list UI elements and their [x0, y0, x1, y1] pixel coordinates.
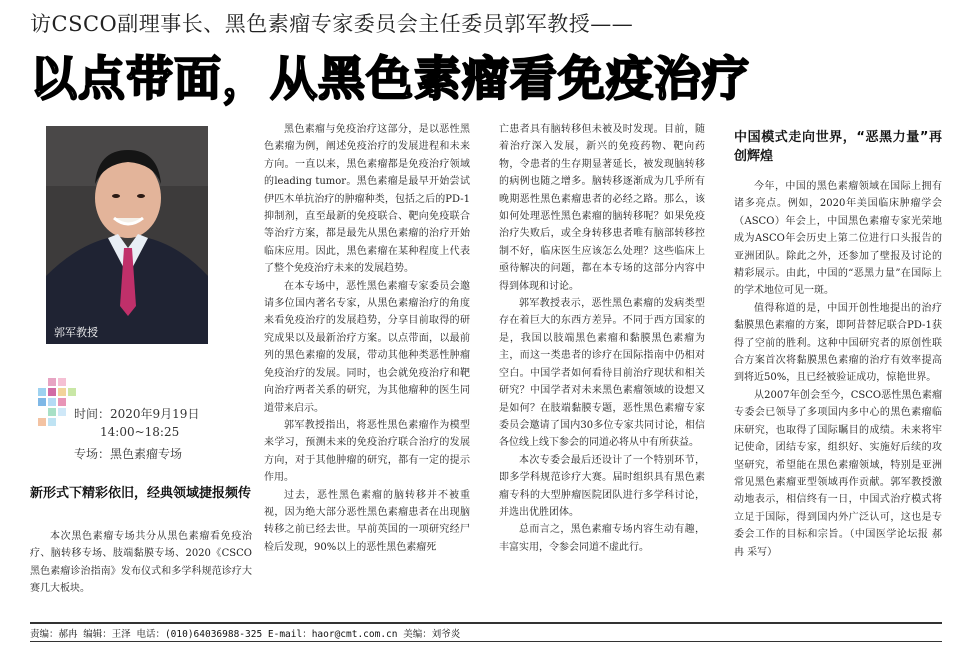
- paragraph: 值得称道的是，中国开创性地提出的治疗黏膜黑色素瘤的方案，即阿昔替尼联合PD-1获得了空前的胜利。这种中国研究者的原创性联合方案首次将黏膜黑色素瘤的治疗有效率提高到将近50%，且已经被验证成功，惊艳世界。: [734, 302, 942, 384]
- portrait-photo: [46, 126, 208, 344]
- paragraph: 今年，中国的黑色素瘤领域在国际上拥有诸多亮点。例如，2020年美国临床肿瘤学会（ASCO）年会上，中国黑色素瘤专家光荣地成为ASCO年会历史上第二位进行口头报告的亚洲团队。除此之外，还参加了壁报及讨论的精彩展示。由此，中国的“恶黑力量”在国际上的学术地位可见一斑。: [734, 181, 942, 297]
- column-2: [264, 121, 470, 556]
- column-4-subheading: 中国模式走向世界，“恶黑力量”再创辉煌: [734, 130, 942, 164]
- column-4: [734, 128, 942, 561]
- paragraph: 郭军教授指出，将恶性黑色素瘤作为模型来学习，预测未来的免疫治疗联合治疗的发展方向，对于其他肿瘤的研究，都有一定的提示作用。: [264, 419, 470, 484]
- left-column: [30, 528, 252, 598]
- kicker: 访CSCO副理事长、黑色素瘤专家委员会主任委员郭军教授——: [30, 12, 634, 36]
- paragraph: 从2007年创会至今，CSCO恶性黑色素瘤专委会已领导了多项国内多中心的黑色素瘤临床研究，也取得了国际瞩目的成绩。未来将牢记使命，团结专家，组织好、实施好后续的攻坚研究，希望能在黑色素瘤领域，特别是亚洲常见黑色素瘤亚型领域再作贡献。郭军教授激动地表示，相信终有一日，中国式治疗模式将立足于国际，得到国内外广泛认可，这也是专委会工作的目标和宗旨。（中国医学论坛报 郝冉 采写）: [734, 389, 942, 558]
- paragraph: 亡患者具有脑转移但未被及时发现。目前，随着治疗深入发展，新兴的免疫药物、靶向药物，令患者的生存期显著延长，被发现脑转移的病例也随之增多。脑转移逐渐成为几乎所有晚期恶性黑色素瘤患者的必经之路。那么，该如何处理恶性黑色素瘤的脑转移呢？如果免疫治疗失败后，或全身转移患者唯有脑部转移控制不好，临床医生应该怎么处理？这些临床上亟待解决的问题，都在本专场的这部分内容中得到体现和讨论。: [499, 124, 705, 292]
- paragraph: 本次专委会最后还设计了一个特别环节，即多学科规范诊疗大赛。届时组织具有黑色素瘤专科的大型肿瘤医院团队进行多学科讨论，并选出优胜团体。: [499, 454, 705, 518]
- footer-credits: 责编：郝冉 编辑：王泽 电话：(010)64036988-325 E-mail：haor@cmt.com.cn 美编：刘爷炎: [30, 629, 461, 640]
- footer-rule-bottom: [30, 641, 942, 642]
- meeting-time-range: 14:00~18:25: [100, 425, 180, 439]
- paragraph: 黑色素瘤与免疫治疗这部分，是以恶性黑色素瘤为例，阐述免疫治疗的发展进程和未来方向。一直以来，黑色素瘤都是免疫治疗领域的leading tumor。黑色素瘤是最早开始尝试伊匹木单抗治疗的肿瘤种类，包括之后的PD-1抑制剂，直至最新的免疫联合、靶向免疫联合等治疗方案，都是最先从黑色素瘤的治疗开始临床应用。因此，黑色素瘤在某种程度上代表了整个免疫治疗未来的发展趋势。: [264, 124, 470, 275]
- meeting-topic: 专场：黑色素瘤专场: [74, 447, 183, 461]
- footer-rule: [30, 622, 942, 624]
- paragraph: 在本专场中，恶性黑色素瘤专家委员会邀请多位国内著名专家，从黑色素瘤治疗的角度来看免疫治疗的发展趋势，分享目前取得的研究成果以及最新治疗方案。以点带面，以最前列的黑色素瘤的发展，带动其他种类恶性肿瘤免疫治疗的发展。同时，也会就免疫治疗和靶向治疗两者关系的研究，为其他瘤种的医生同道带来启示。: [264, 280, 470, 414]
- paragraph: 过去，恶性黑色素瘤的脑转移并不被重视，因为绝大部分恶性黑色素瘤患者在出现脑转移之前已经去世。早前英国的一项研究经尸检后发现，90%以上的恶性黑色素瘤死: [264, 489, 470, 553]
- left-paragraph: 本次黑色素瘤专场共分从黑色素瘤看免疫治疗、脑转移专场、肢端黏膜专场、2020《CSCO黑色素瘤诊治指南》发布仪式和多学科规范诊疗大赛几大板块。: [30, 531, 252, 595]
- portrait-illustration: [46, 126, 208, 344]
- column-3: [499, 121, 705, 556]
- meeting-time: 时间：2020年9月19日: [74, 407, 200, 421]
- paragraph: 郭军教授表示，恶性黑色素瘤的发病类型存在着巨大的东西方差异。不同于西方国家的是，我国以肢端黑色素瘤和黏膜黑色素瘤为主，而这一类患者的诊疗在国际指南中仍相对空白。中国学者如何看待目前治疗现状和相关研究？中国学者对未来黑色素瘤领域的设想又是如何？在肢端黏膜专题，恶性黑色素瘤专家委员会邀请了国内30多位专家共同讨论，相信各位线上线下参会的同道必将从中有所获益。: [499, 298, 705, 449]
- left-subheading: 新形式下精彩依旧，经典领域捷报频传: [30, 486, 252, 501]
- paragraph: 总而言之，黑色素瘤专场内容生动有趣，丰富实用，令参会同道不虚此行。: [499, 524, 705, 553]
- photo-caption: 郭军教授: [54, 326, 98, 339]
- headline: 以点带面，从黑色素瘤看免疫治疗: [30, 52, 750, 107]
